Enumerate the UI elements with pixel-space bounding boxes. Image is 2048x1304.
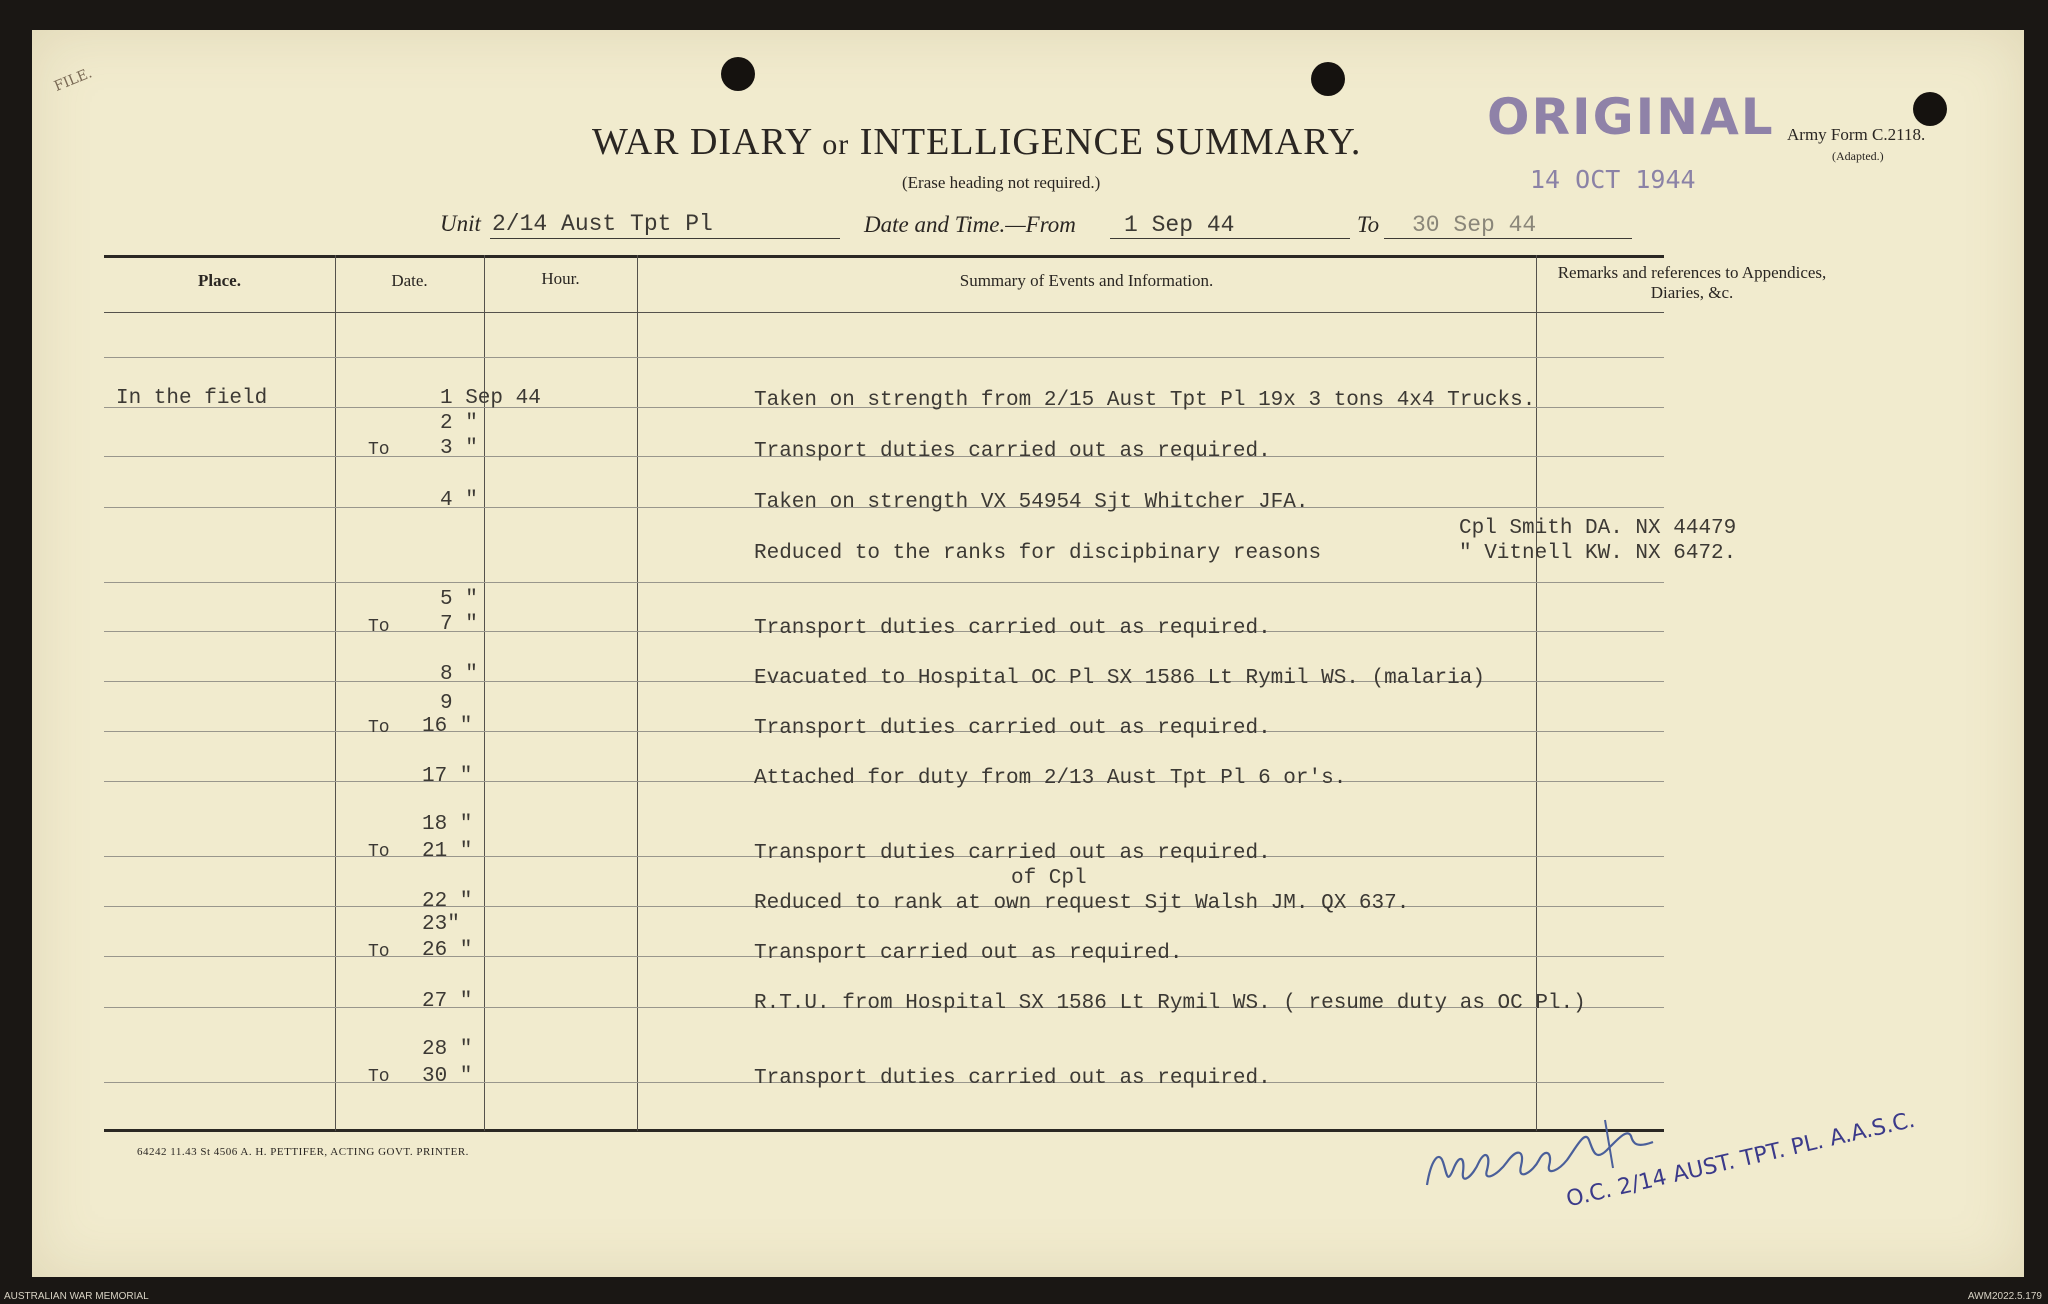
row-to: To	[368, 842, 390, 862]
col-header-remarks: Remarks and references to Appendices, Diaries, &c.	[1557, 263, 1827, 302]
date-from-value: 1 Sep 44	[1124, 212, 1235, 238]
row-summary: R.T.U. from Hospital SX 1586 Lt Rymil WS. ( resume duty as OC Pl.)	[754, 992, 1586, 1015]
row-date: 8 "	[440, 663, 478, 686]
row-summary-extra: " Vitnell KW. NX 6472.	[1459, 542, 1737, 565]
unit-underline	[490, 238, 840, 239]
row-summary: Taken on strength from 2/15 Aust Tpt Pl 19x 3 tons 4x4 Trucks.	[754, 389, 1536, 412]
row-date-start: 28 "	[422, 1038, 473, 1061]
row-summary: Transport duties carried out as required.	[754, 717, 1271, 740]
date-to-underline	[1384, 238, 1632, 239]
title-part2: INTELLIGENCE SUMMARY.	[859, 121, 1362, 163]
punch-hole	[1311, 62, 1345, 96]
col-divider	[335, 255, 336, 1131]
row-summary: Reduced to rank at own request Sjt Walsh JM. QX 637.	[754, 892, 1410, 915]
row-place: In the field	[116, 387, 268, 410]
row-summary: Reduced to the ranks for discipbinary reasons	[754, 542, 1322, 565]
row-date: 22 "	[422, 890, 473, 913]
row-date: 26 "	[422, 939, 473, 962]
row-to: To	[368, 440, 390, 460]
row-summary: Evacuated to Hospital OC Pl SX 1586 Lt Rymil WS. (malaria)	[754, 667, 1485, 690]
row-date-start: 18 "	[422, 813, 473, 836]
punch-hole	[1913, 92, 1947, 126]
row-date: 16 "	[422, 715, 473, 738]
col-header-hour: Hour.	[541, 269, 580, 288]
archive-credit-right: AWM2022.5.179	[1967, 1291, 2042, 1302]
unit-stamp: O.C. 2/14 AUST. TPT. PL. A.A.S.C.	[1564, 1107, 1918, 1213]
row-summary: Attached for duty from 2/13 Aust Tpt Pl 6 or's.	[754, 767, 1347, 790]
war-diary-sheet	[32, 30, 2024, 1277]
row-to: To	[368, 718, 390, 738]
row-summary: Transport duties carried out as required.	[754, 617, 1271, 640]
row-date-start: 9	[440, 692, 453, 715]
unit-value: 2/14 Aust Tpt Pl	[492, 211, 713, 237]
row-date: 21 "	[422, 840, 473, 863]
row-to: To	[368, 1067, 390, 1087]
col-header-place: Place.	[198, 271, 241, 290]
form-adapted: (Adapted.)	[1832, 149, 1884, 163]
row-date: 30 "	[422, 1065, 473, 1088]
diary-table	[104, 255, 1827, 1131]
row-summary: Transport duties carried out as required.	[754, 842, 1271, 865]
row-date-start: 2 "	[440, 412, 478, 435]
row-to: To	[368, 942, 390, 962]
date-to-value: 30 Sep 44	[1412, 212, 1537, 238]
col-header-summary: Summary of Events and Information.	[959, 271, 1214, 290]
margin-note: FILE.	[52, 65, 95, 95]
row-to: To	[368, 617, 390, 637]
row-date: 4 "	[440, 489, 478, 512]
row-summary: Taken on strength VX 54954 Sjt Whitcher JFA.	[754, 491, 1309, 514]
title-part1: WAR DIARY	[592, 121, 812, 163]
page-subtitle: (Erase heading not required.)	[902, 173, 1101, 192]
row-date: 27 "	[422, 990, 473, 1013]
header-rule	[104, 312, 1664, 313]
punch-hole	[721, 57, 755, 91]
row-summary-extra: Cpl Smith DA. NX 44479	[1459, 517, 1737, 540]
row-date-start: 5 "	[440, 588, 478, 611]
col-divider	[637, 255, 638, 1131]
col-header-date: Date.	[391, 271, 428, 290]
row-date: 3 "	[440, 437, 478, 460]
row-date-start: 23"	[422, 913, 460, 936]
archive-credit-left: AUSTRALIAN WAR MEMORIAL	[4, 1291, 149, 1302]
row-rule	[104, 357, 1664, 358]
date-to-label: To	[1357, 212, 1380, 237]
row-date: 7 "	[440, 613, 478, 636]
row-summary: Transport duties carried out as required.	[754, 1067, 1271, 1090]
printer-imprint: 64242 11.43 St 4506 A. H. PETTIFER, ACTING GOVT. PRINTER.	[137, 1146, 469, 1158]
page-title	[592, 120, 1361, 164]
table-top-rule	[104, 255, 1664, 258]
date-label: Date and Time.—From	[864, 212, 1076, 237]
original-stamp: ORIGINAL	[1487, 88, 1775, 146]
title-or: or	[822, 128, 850, 161]
unit-label: Unit	[440, 211, 481, 236]
date-from-underline	[1110, 238, 1350, 239]
row-summary: Transport carried out as required.	[754, 942, 1183, 965]
row-summary-insert: of Cpl	[1011, 867, 1087, 890]
received-date-stamp: 14 OCT 1944	[1530, 165, 1696, 194]
row-date: 1 Sep 44	[440, 387, 541, 410]
row-summary: Transport duties carried out as required.	[754, 440, 1271, 463]
row-date: 17 "	[422, 765, 473, 788]
row-rule	[104, 582, 1664, 583]
form-number: Army Form C.2118.	[1787, 125, 1926, 144]
